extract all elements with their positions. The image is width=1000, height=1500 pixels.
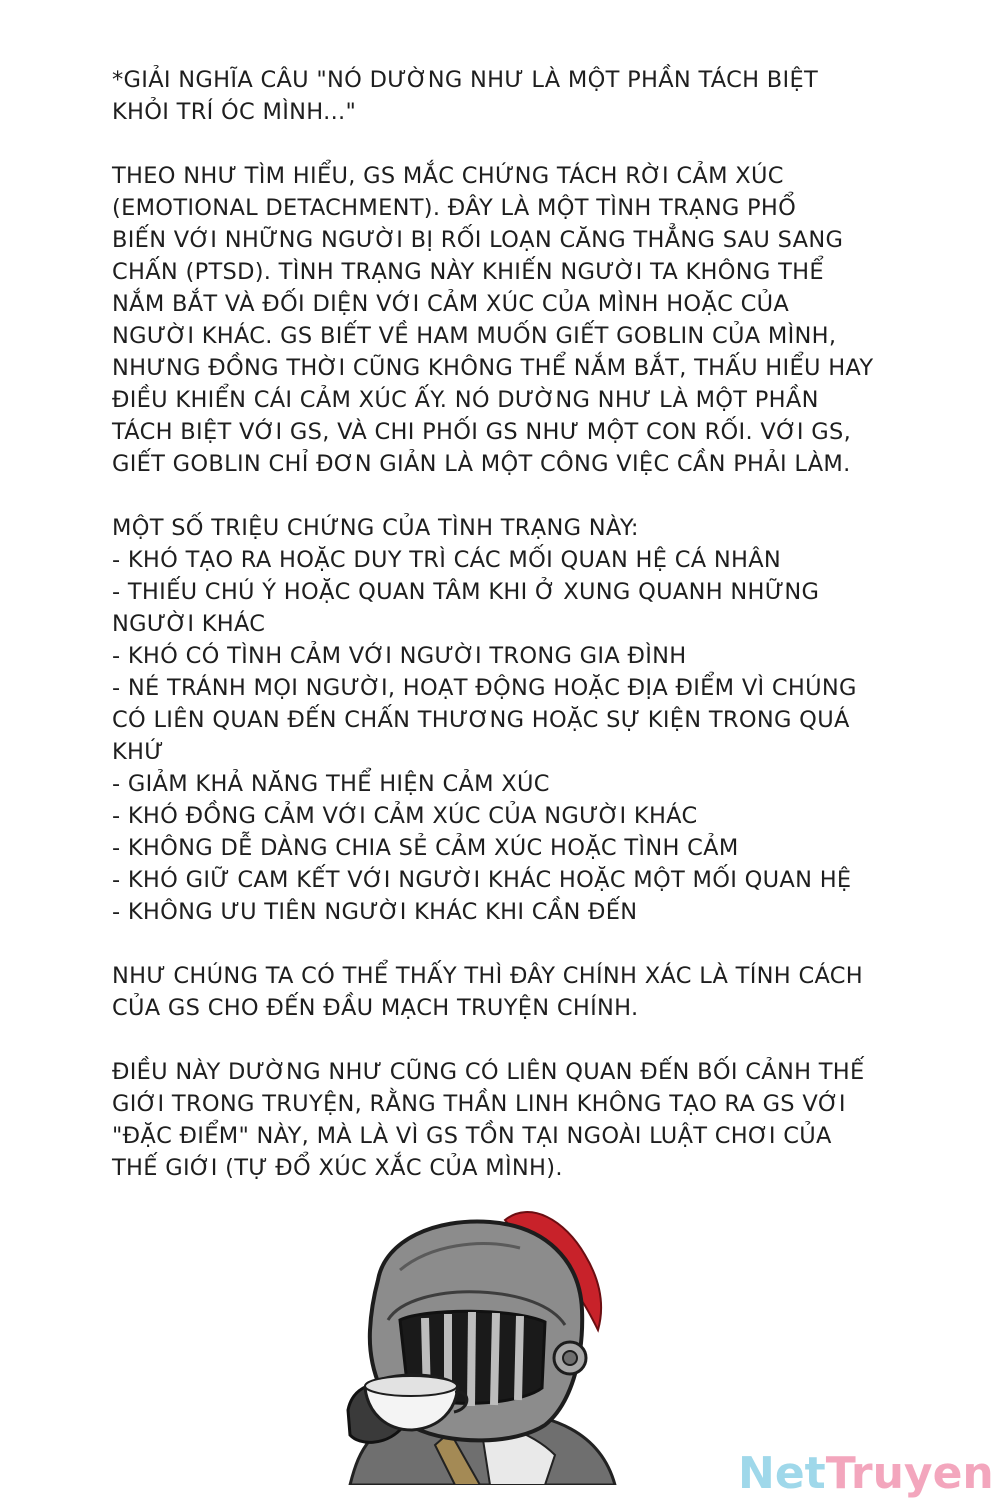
world-paragraph [112,1056,932,1184]
text-line: NHƯ CHÚNG TA CÓ THỂ THẤY THÌ ĐÂY CHÍNH XÁC LÀ TÍNH CÁCH [112,963,864,989]
list-item: - NÉ TRÁNH MỌI NGƯỜI, HOẠT ĐỘNG HOẶC ĐỊA ĐIỂM VÌ CHÚNG [112,675,857,701]
list-item: - THIẾU CHÚ Ý HOẶC QUAN TÂM KHI Ở XUNG QUANH NHỮNG [112,579,820,605]
text-line: TÁCH BIỆT VỚI GS, VÀ CHI PHỐI GS NHƯ MỘT CON RỐI. VỚI GS, [112,419,852,445]
text-line: NHƯNG ĐỒNG THỜI CŨNG KHÔNG THỂ NẮM BẮT, THẤU HIỂU HAY [112,355,874,381]
text-line: ĐIỀU NÀY DƯỜNG NHƯ CŨNG CÓ LIÊN QUAN ĐẾN BỐI CẢNH THẾ [112,1059,865,1085]
text-line: "ĐẶC ĐIỂM" NÀY, MÀ LÀ VÌ GS TỒN TẠI NGOÀI LUẬT CHƠI CỦA [112,1123,832,1149]
symptoms-heading: MỘT SỐ TRIỆU CHỨNG CỦA TÌNH TRẠNG NÀY: [112,515,639,541]
text-line: GIẾT GOBLIN CHỈ ĐƠN GIẢN LÀ MỘT CÔNG VIỆC CẦN PHẢI LÀM. [112,451,851,477]
symptoms-list [112,512,932,928]
list-item: - KHÓ GIỮ CAM KẾT VỚI NGƯỜI KHÁC HOẶC MỘT MỐI QUAN HỆ [112,867,852,893]
text-line: *GIẢI NGHĨA CÂU "NÓ DƯỜNG NHƯ LÀ MỘT PHẦN TÁCH BIỆT [112,67,819,93]
text-line: THẾ GIỚI (TỰ ĐỔ XÚC XẮC CỦA MÌNH). [112,1155,563,1181]
conclusion-paragraph [112,960,932,1024]
list-item: KHỨ [112,739,164,765]
text-line: THEO NHƯ TÌM HIỂU, GS MẮC CHỨNG TÁCH RỜI CẢM XÚC [112,163,784,189]
text-line: NGƯỜI KHÁC. GS BIẾT VỀ HAM MUỐN GIẾT GOBLIN CỦA MÌNH, [112,323,837,349]
text-line: GIỚI TRONG TRUYỆN, RẰNG THẦN LINH KHÔNG TẠO RA GS VỚI [112,1091,846,1117]
text-line: KHỎI TRÍ ÓC MÌNH..." [112,99,357,125]
knight-helmet-teacup-illustration [330,1200,630,1485]
text-line: CỦA GS CHO ĐẾN ĐẦU MẠCH TRUYỆN CHÍNH. [112,995,639,1021]
list-item: - KHÔNG DỄ DÀNG CHIA SẺ CẢM XÚC HOẶC TÌNH CẢM [112,835,739,861]
text-line: (EMOTIONAL DETACHMENT). ĐÂY LÀ MỘT TÌNH TRẠNG PHỔ [112,195,797,221]
watermark-text-net: Net [738,1448,826,1499]
list-item: CÓ LIÊN QUAN ĐẾN CHẤN THƯƠNG HOẶC SỰ KIỆN TRONG QUÁ [112,707,850,733]
text-line: BIẾN VỚI NHỮNG NGƯỜI BỊ RỐI LOẠN CĂNG THẲNG SAU SANG [112,227,844,253]
list-item: - KHÔNG ƯU TIÊN NGƯỜI KHÁC KHI CẦN ĐẾN [112,899,638,925]
list-item: - KHÓ ĐỒNG CẢM VỚI CẢM XÚC CỦA NGƯỜI KHÁC [112,803,698,829]
list-item: - GIẢM KHẢ NĂNG THỂ HIỆN CẢM XÚC [112,771,550,797]
list-item: - KHÓ CÓ TÌNH CẢM VỚI NGƯỜI TRONG GIA ĐÌNH [112,643,687,669]
watermark-text-truyen: Truyen [825,1448,994,1499]
site-watermark-logo [738,1448,994,1499]
text-line: CHẤN (PTSD). TÌNH TRẠNG NÀY KHIẾN NGƯỜI TA KHÔNG THỂ [112,259,824,285]
list-item: - KHÓ TẠO RA HOẶC DUY TRÌ CÁC MỐI QUAN HỆ CÁ NHÂN [112,547,782,573]
intro-paragraph [112,64,932,128]
text-line: ĐIỀU KHIỂN CÁI CẢM XÚC ẤY. NÓ DƯỜNG NHƯ LÀ MỘT PHẦN [112,387,819,413]
text-line: NẮM BẮT VÀ ĐỐI DIỆN VỚI CẢM XÚC CỦA MÌNH HOẶC CỦA [112,291,790,317]
explanation-paragraph [112,160,932,480]
list-item: NGƯỜI KHÁC [112,611,266,637]
